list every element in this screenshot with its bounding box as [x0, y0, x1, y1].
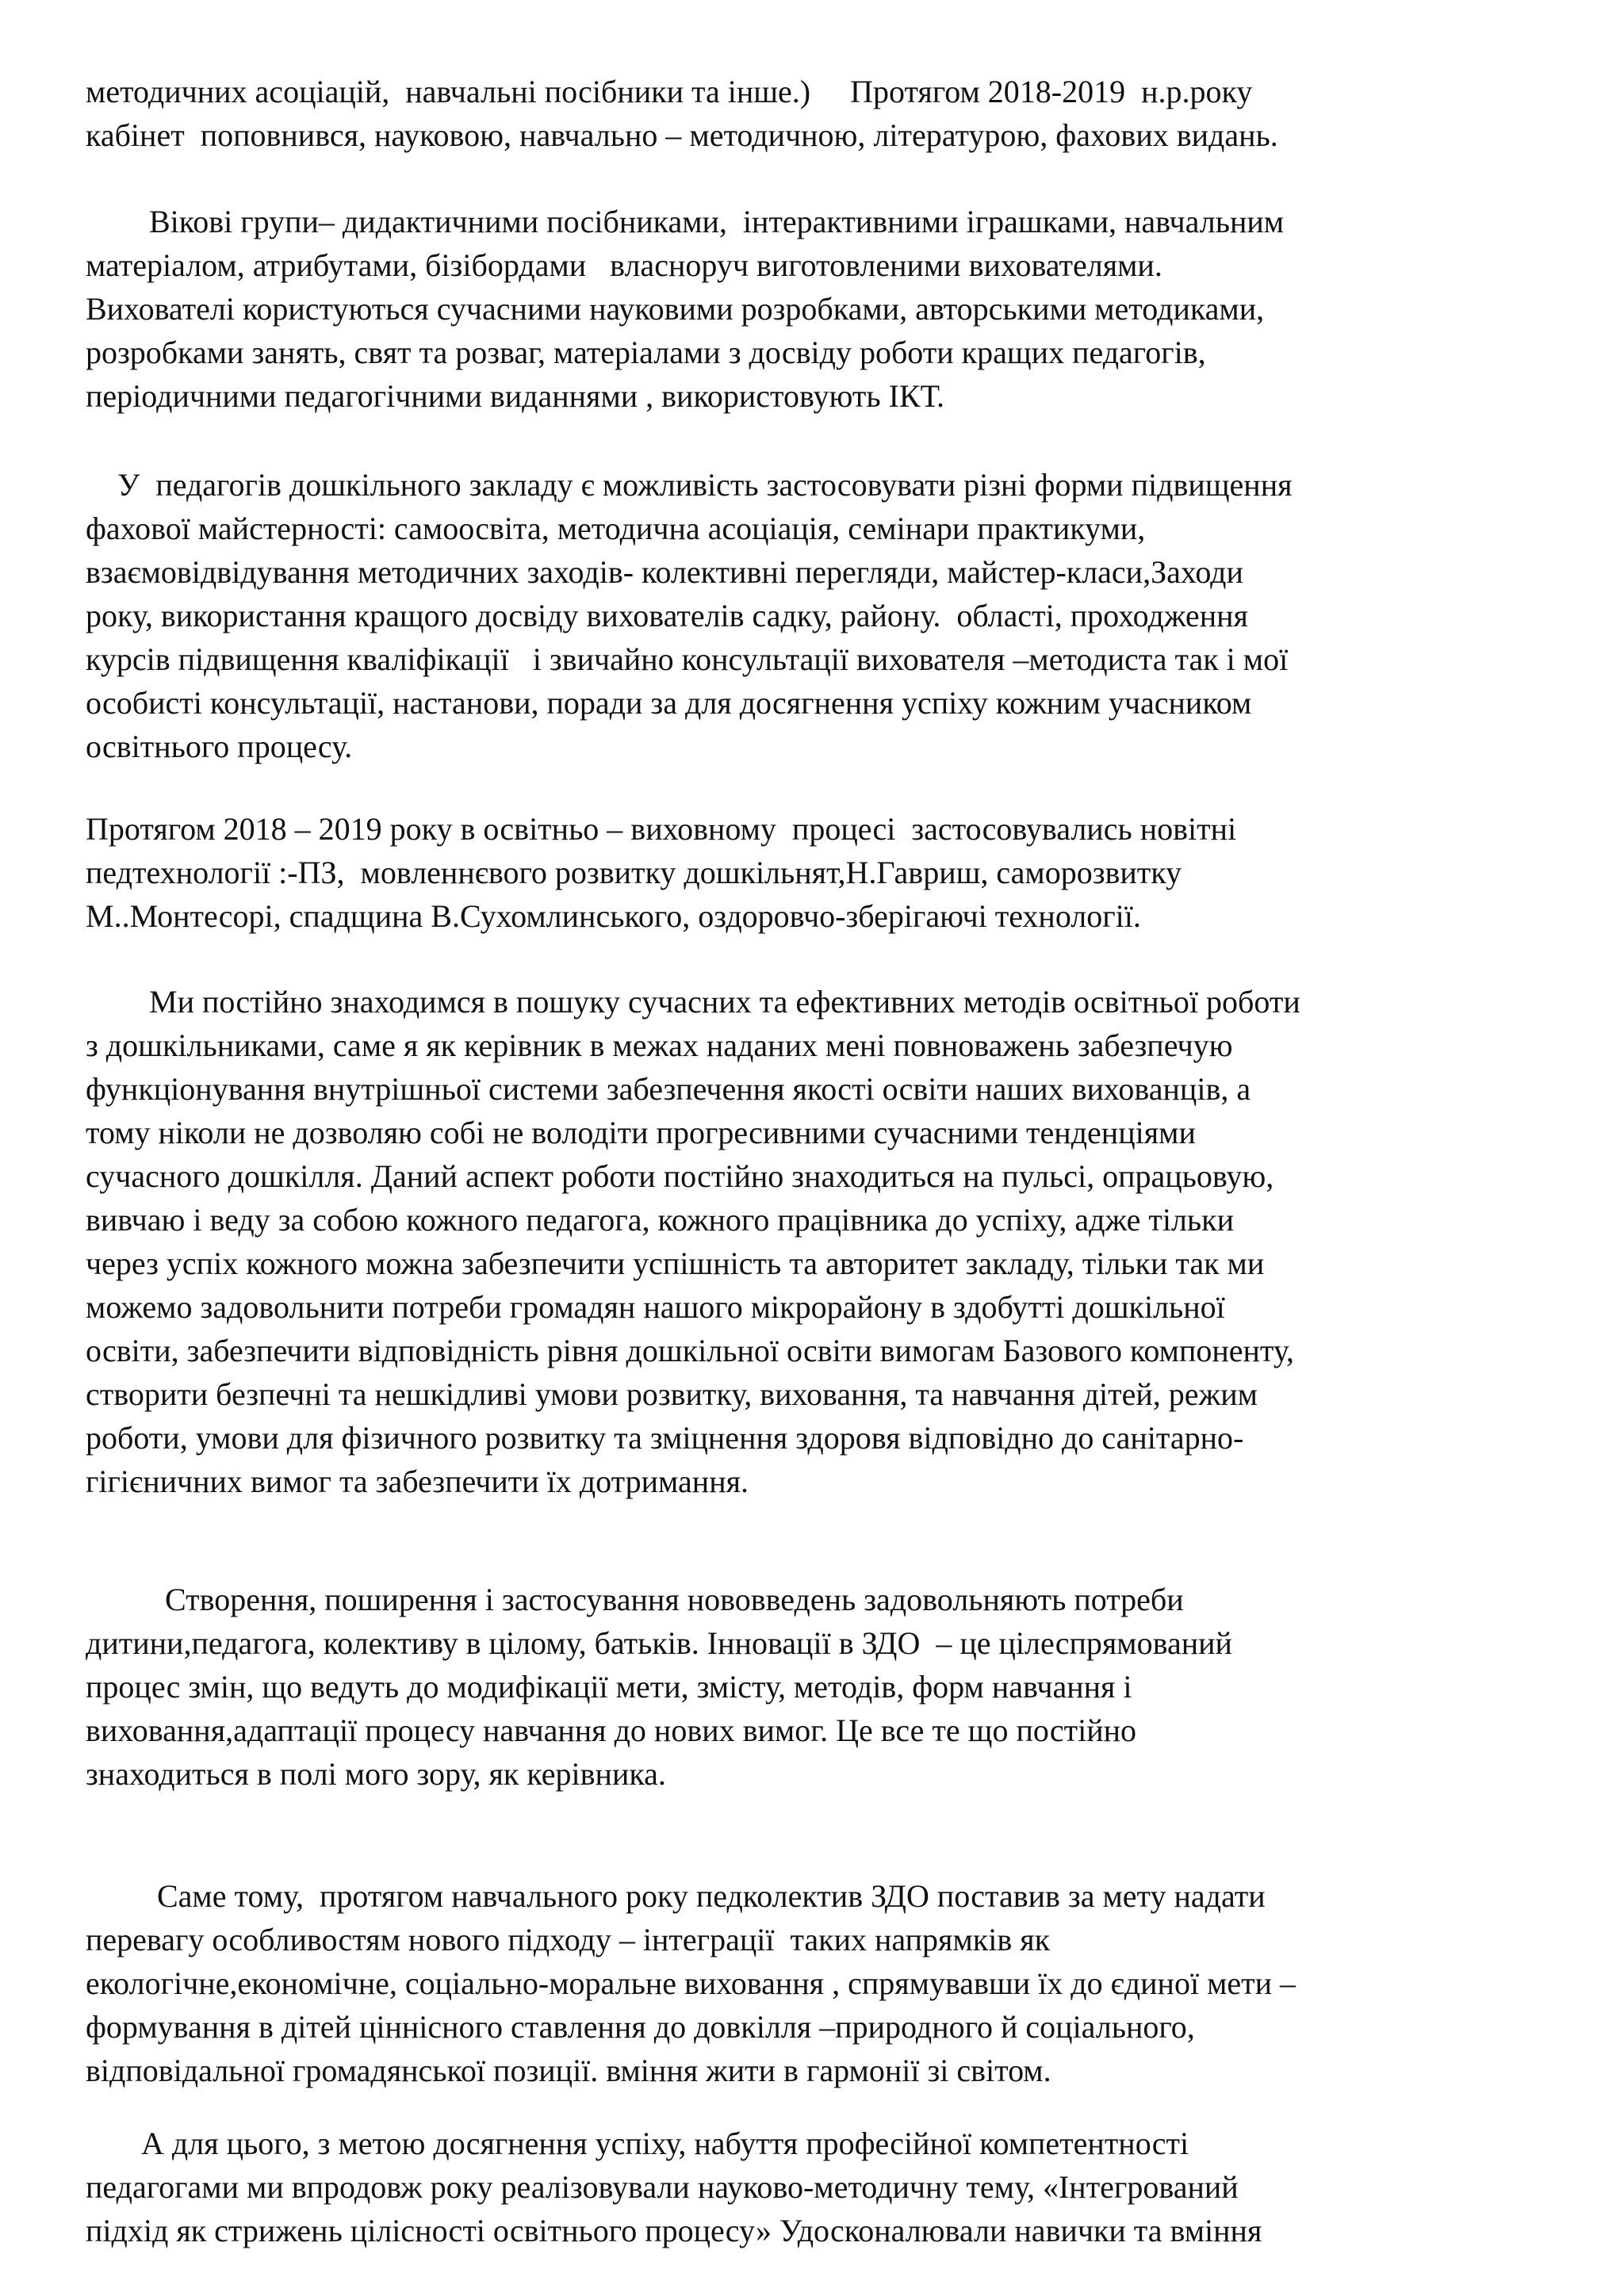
paragraph-methodical-office	[86, 70, 1570, 157]
text-line: педагогами ми впродовж року реалізовували науково-методичну тему, «Інтегрований	[86, 2169, 1239, 2205]
text-line: кабінет поповнився, науковою, навчально – методичною, літературою, фахових видань.	[86, 117, 1278, 153]
text-line: року, використання кращого досвіду вихователів садку, району. області, проходження	[86, 598, 1248, 633]
text-line: педтехнології :-ПЗ, мовленнєвого розвитку дошкільнят,Н.Гавриш, саморозвитку	[86, 855, 1182, 890]
text-line: можемо задовольнити потреби громадян нашого мікрорайону в здобутті дошкільної	[86, 1289, 1225, 1325]
paragraph-age-groups	[86, 200, 1570, 418]
paragraph-methodical-theme	[86, 2122, 1570, 2252]
paragraph-professional-development	[86, 463, 1570, 768]
paragraph-new-technologies	[86, 807, 1570, 938]
text-line: дитини,педагога, колективу в цілому, батьків. Інновації в ЗДО – це цілеспрямований	[86, 1625, 1232, 1661]
text-line: освіти, забезпечити відповідність рівня дошкільної освіти вимогам Базового компоненту,	[86, 1333, 1294, 1368]
text-line: Створення, поширення і застосування нововведень задовольняють потреби	[86, 1582, 1184, 1617]
paragraph-integration-approach	[86, 1874, 1570, 2092]
text-line: екологічне,економічне, соціально-моральне виховання , спрямувавши їх до єдиної мети –	[86, 1965, 1297, 2001]
text-line: сучасного дошкілля. Даний аспект роботи постійно знаходиться на пульсі, опрацьовую,	[86, 1158, 1274, 1194]
text-line: періодичними педагогічними виданнями , використовують ІКТ.	[86, 378, 945, 414]
text-line: функціонування внутрішньої системи забезпечення якості освіти наших вихованців, а	[86, 1071, 1251, 1107]
text-line: методичних асоціацій, навчальні посібники та інше.) Протягом 2018-2019 н.р.року	[86, 74, 1253, 109]
text-line: роботи, умови для фізичного розвитку та зміцнення здоровя відповідно до санітарно-	[86, 1420, 1244, 1456]
text-line: матеріалом, атрибутами, бізібордами власноруч виготовленими вихователями.	[86, 247, 1162, 283]
text-line: Вихователі користуються сучасними науковими розробками, авторськими методиками,	[86, 291, 1265, 327]
text-line: процес змін, що ведуть до модифікації мети, змісту, методів, форм навчання і	[86, 1669, 1132, 1705]
text-line: гігієничних вимог та забезпечити їх дотримання.	[86, 1464, 749, 1499]
text-line: розробками занять, свят та розваг, матеріалами з досвіду роботи кращих педагогів,	[86, 335, 1206, 370]
text-line: відповідальної громадянської позиції. вміння жити в гармонії зі світом.	[86, 2053, 1051, 2088]
text-line: Ми постійно знаходимся в пошуку сучасних та ефективних методів освітньої роботи	[86, 984, 1300, 1020]
text-line: створити безпечні та нешкідливі умови розвитку, виховання, та навчання дітей, режим	[86, 1376, 1258, 1412]
text-line: Вікові групи– дидактичними посібниками, інтерактивними іграшками, навчальним	[86, 204, 1285, 239]
text-line: вивчаю і веду за собою кожного педагога, кожного працівника до успіху, адже тільки	[86, 1202, 1234, 1238]
text-line: Протягом 2018 – 2019 року в освітньо – виховному процесі застосовувались новітні	[86, 811, 1237, 847]
text-line: виховання,адаптації процесу навчання до нових вимог. Це все те що постійно	[86, 1712, 1137, 1748]
text-line: А для цього, з метою досягнення успіху, набуття професійної компетентності	[86, 2126, 1189, 2161]
text-line: формування в дітей ціннісного ставлення до довкілля –природного й соціального,	[86, 2009, 1195, 2045]
text-line: тому ніколи не дозволяю собі не володіти прогресивними сучасними тенденціями	[86, 1115, 1196, 1150]
text-line: через успіх кожного можна забезпечити успішність та авторитет закладу, тільки так ми	[86, 1246, 1265, 1281]
text-line: перевагу особливостям нового підходу – інтеграції таких напрямків як	[86, 1922, 1051, 1957]
text-line: фахової майстерності: самоосвіта, методична асоціація, семінари практикуми,	[86, 511, 1146, 546]
paragraph-innovations	[86, 1578, 1570, 1796]
text-line: знаходиться в полі мого зору, як керівника.	[86, 1756, 666, 1792]
text-line: М..Монтесорі, спадщина В.Сухомлинського, оздоровчо-зберігаючі технології.	[86, 898, 1141, 934]
text-line: підхід як стрижень цілісності освітнього процесу» Удосконалювали навички та вміння	[86, 2213, 1262, 2248]
text-line: з дошкільниками, саме я як керівник в межах наданих мені повноважень забезпечую	[86, 1027, 1233, 1063]
text-line: освітнього процесу.	[86, 729, 353, 764]
text-line: особисті консультації, настанови, поради за для досягнення успіху кожним учасником	[86, 685, 1252, 721]
paragraph-quality-system	[86, 980, 1570, 1503]
text-line: У педагогів дошкільного закладу є можливість застосовувати різні форми підвищення	[86, 467, 1293, 503]
text-line: взаємовідвідування методичних заходів- колективні перегляди, майстер-класи,Заходи	[86, 554, 1243, 590]
text-line: Саме тому, протягом навчального року педколектив ЗДО поставив за мету надати	[86, 1878, 1266, 1914]
text-line: курсів підвищення кваліфікації і звичайно консультації вихователя –методиста так і мої	[86, 641, 1289, 677]
